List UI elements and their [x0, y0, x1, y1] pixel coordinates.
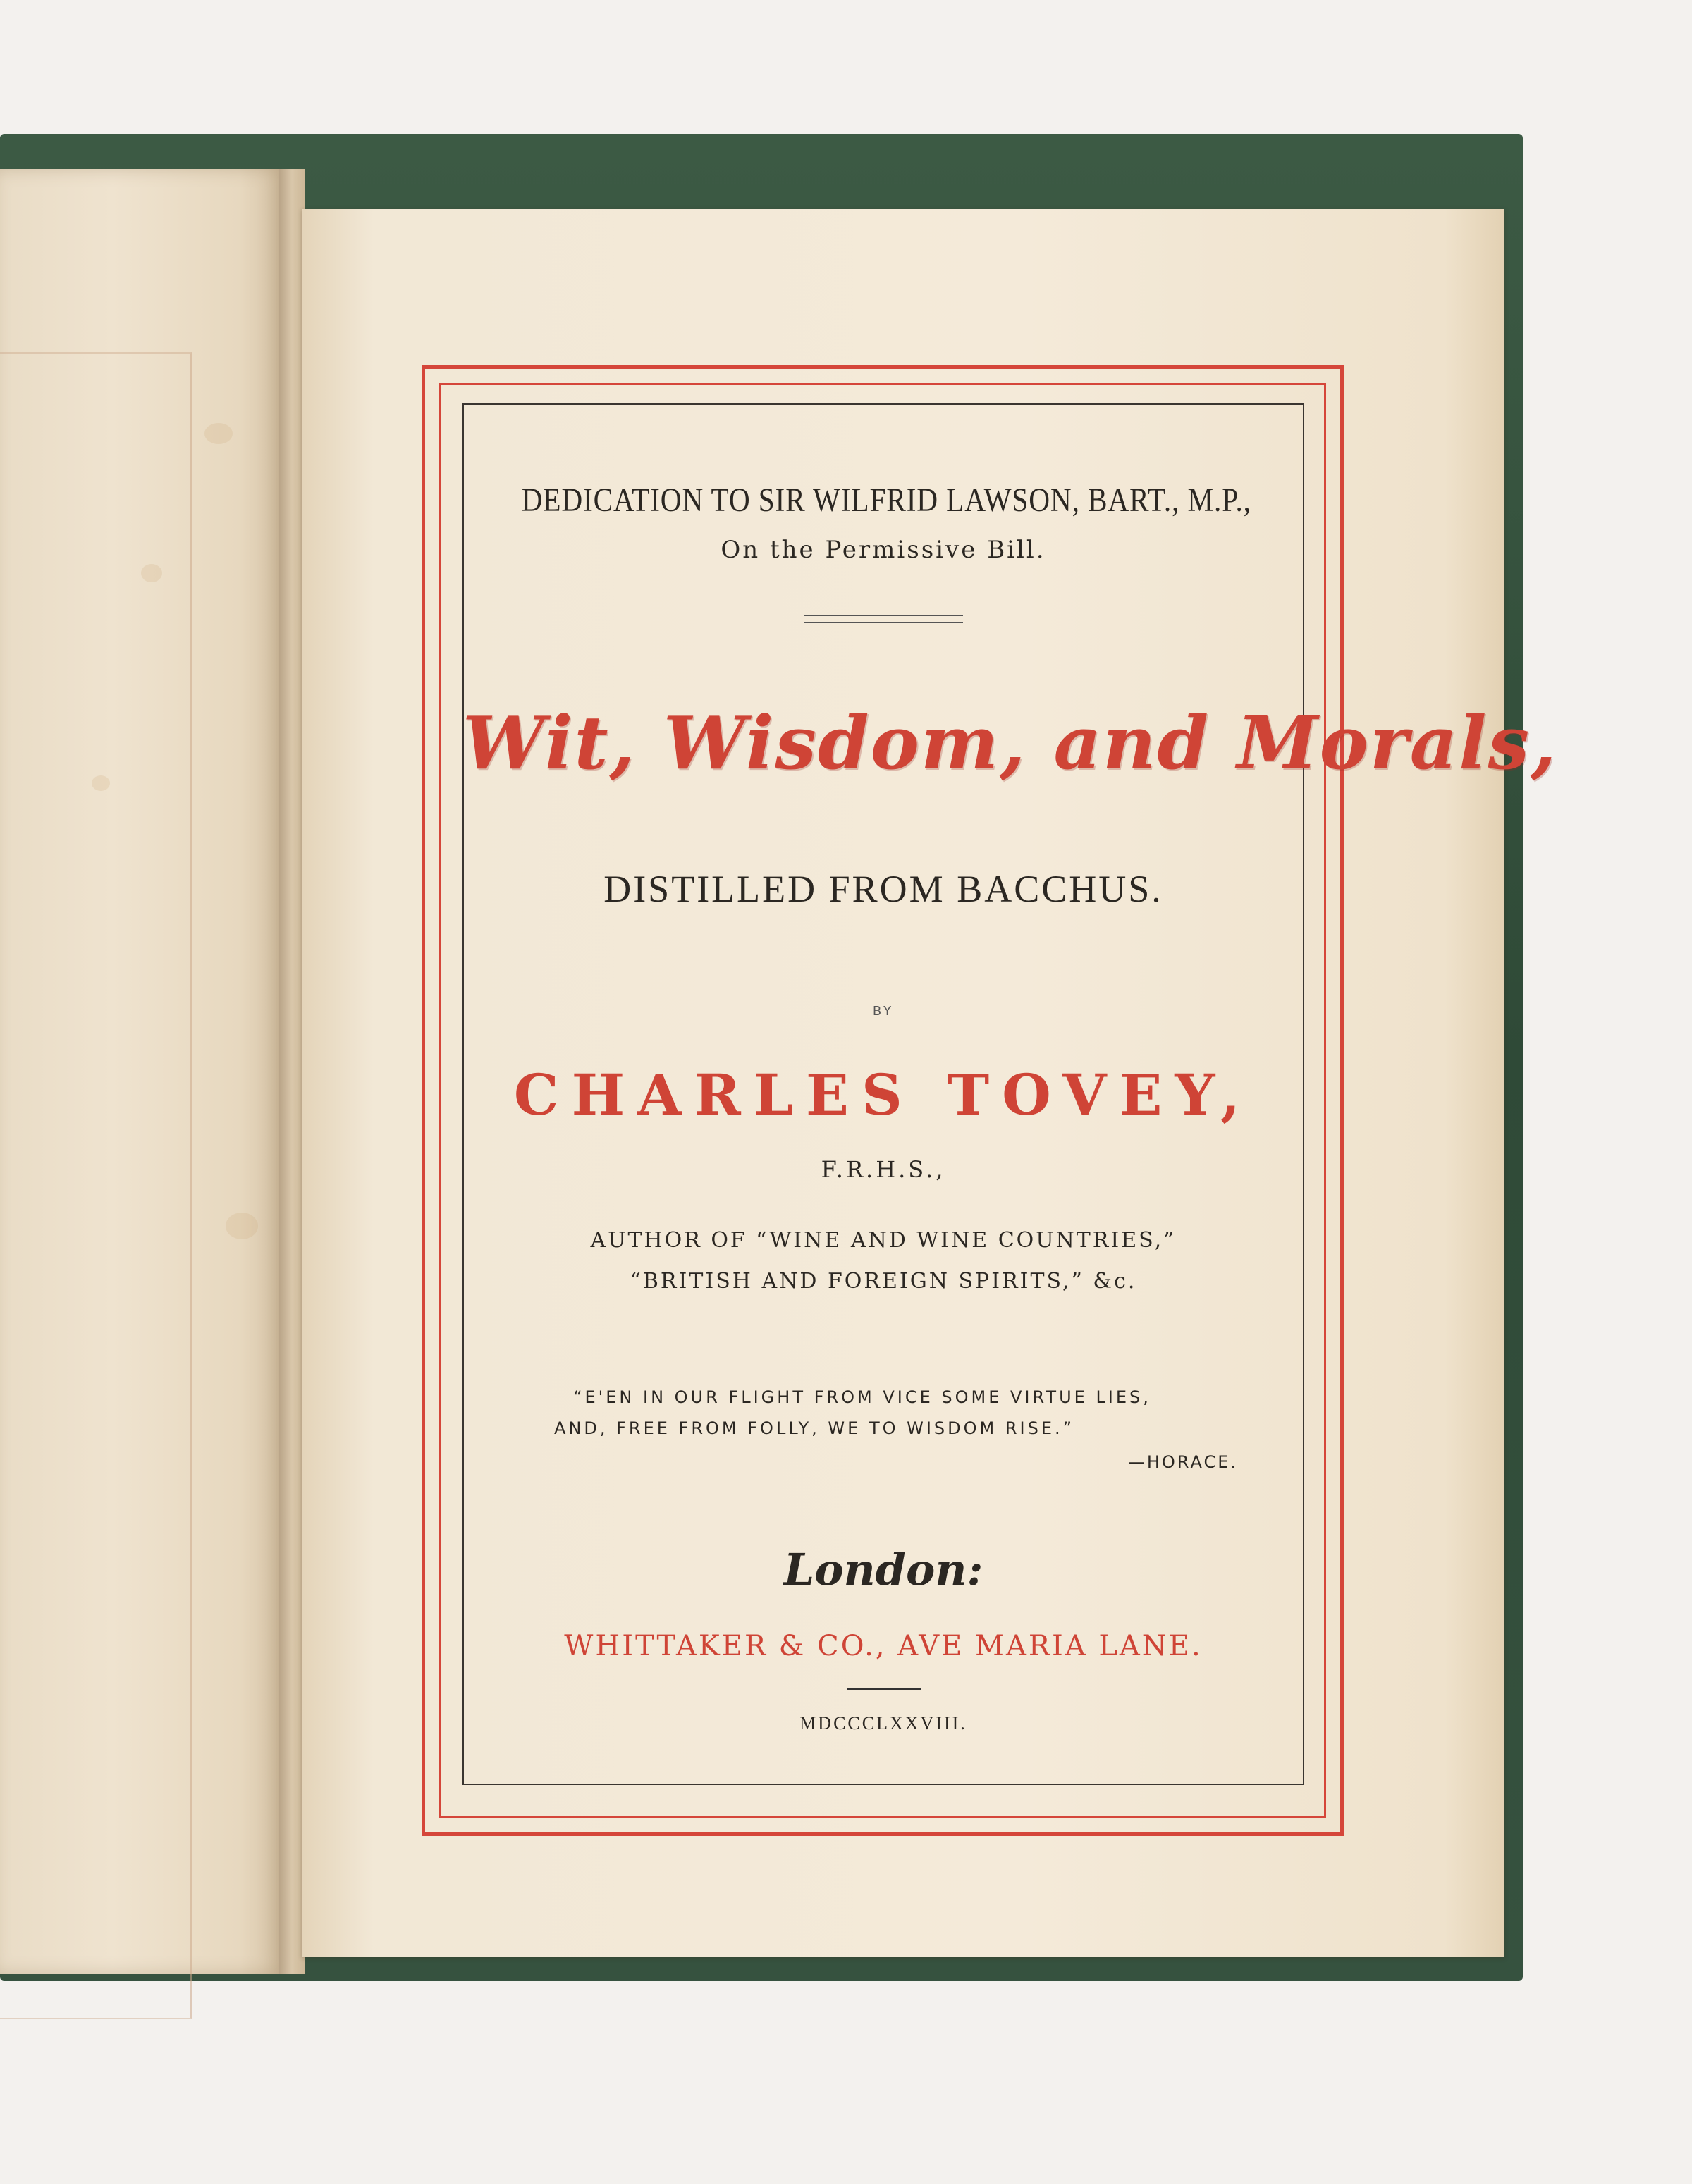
dedication-line: DEDICATION TO SIR WILFRID LAWSON, BART., M.P.,: [521, 481, 1251, 519]
foxing-spot: [92, 775, 110, 791]
epigraph-line-2: AND, FREE FROM FOLLY, WE TO WISDOM RISE.”: [554, 1418, 1075, 1438]
book-subtitle: DISTILLED FROM BACCHUS.: [603, 868, 1163, 910]
dedication-subtitle: On the Permissive Bill.: [721, 536, 1046, 564]
title-page-content: [462, 403, 1558, 1785]
epigraph-line-1: “E'EN IN OUR FLIGHT FROM VICE SOME VIRTUE LIES,: [573, 1387, 1151, 1407]
other-works-line-1: AUTHOR OF “WINE AND WINE COUNTRIES,”: [590, 1228, 1177, 1253]
foxing-spot: [204, 423, 233, 444]
single-rule-divider: [847, 1688, 921, 1690]
foxing-spot: [141, 564, 162, 582]
other-works-line-2: “BRITISH AND FOREIGN SPIRITS,” &c.: [630, 1269, 1137, 1294]
publisher-line: WHITTAKER & CO., AVE MARIA LANE.: [564, 1630, 1203, 1662]
foxing-spot: [226, 1213, 258, 1239]
pastedown-border: [0, 352, 192, 2019]
double-rule-divider: [804, 615, 963, 623]
author-name: CHARLES TOVEY,: [513, 1062, 1253, 1128]
book-title: Wit, Wisdom, and Morals,: [462, 699, 1558, 786]
publication-place: London:: [783, 1544, 983, 1595]
left-pastedown-page: [0, 169, 282, 1974]
by-line: BY: [872, 1004, 895, 1019]
publication-year: MDCCCLXXVIII.: [799, 1713, 967, 1734]
book-gutter: [279, 169, 305, 1974]
author-credentials: F.R.H.S.,: [821, 1156, 946, 1183]
epigraph-attribution: —HORACE.: [1127, 1452, 1238, 1472]
